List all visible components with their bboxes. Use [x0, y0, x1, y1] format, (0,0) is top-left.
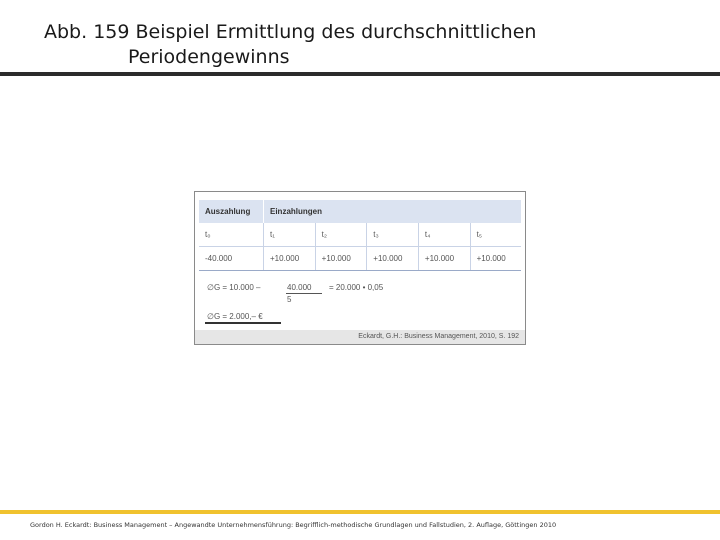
result-underline [205, 322, 281, 324]
period-cell: t₀ [199, 223, 264, 247]
value-cell: +10.000 [367, 247, 419, 271]
header-auszahlung: Auszahlung [199, 200, 264, 223]
value-cell: +10.000 [315, 247, 367, 271]
value-cell: +10.000 [418, 247, 470, 271]
title-line-2: Periodengewinns [128, 46, 290, 68]
slide-title [44, 20, 536, 70]
formula-right: = 20.000 • 0,05 [329, 283, 384, 292]
title-divider [0, 72, 720, 76]
result-formula: ∅G = 2.000,– € [207, 312, 263, 321]
footer-citation: Gordon H. Eckardt: Business Management – Angewandte Unternehmensführung: Begrifflich-methodische Grundlagen und Fallstudien, 2. Auflage, Göttingen 2010 [30, 521, 557, 529]
source-note: Eckardt, G.H.: Business Management, 2010, S. 192 [195, 330, 525, 344]
value-row [199, 247, 521, 271]
table-header-row [199, 200, 521, 223]
value-cell: +10.000 [470, 247, 521, 271]
period-cell: t₃ [367, 223, 419, 247]
value-cell: +10.000 [264, 247, 316, 271]
period-row [199, 223, 521, 247]
cashflow-table [199, 200, 521, 271]
fraction-bar [286, 293, 322, 294]
period-cell: t₂ [315, 223, 367, 247]
footer-divider [0, 510, 720, 514]
period-cell: t₄ [418, 223, 470, 247]
period-cell: t₁ [264, 223, 316, 247]
header-einzahlungen: Einzahlungen [264, 200, 522, 223]
example-figure [194, 191, 526, 345]
fraction-denominator: 5 [287, 295, 292, 304]
title-line-1: Abb. 159 Beispiel Ermittlung des durchschnittlichen [44, 21, 537, 43]
fraction-numerator: 40.000 [287, 283, 312, 292]
period-cell: t₅ [470, 223, 521, 247]
value-cell: -40.000 [199, 247, 264, 271]
formula-left: ∅G = 10.000 – [207, 283, 261, 292]
